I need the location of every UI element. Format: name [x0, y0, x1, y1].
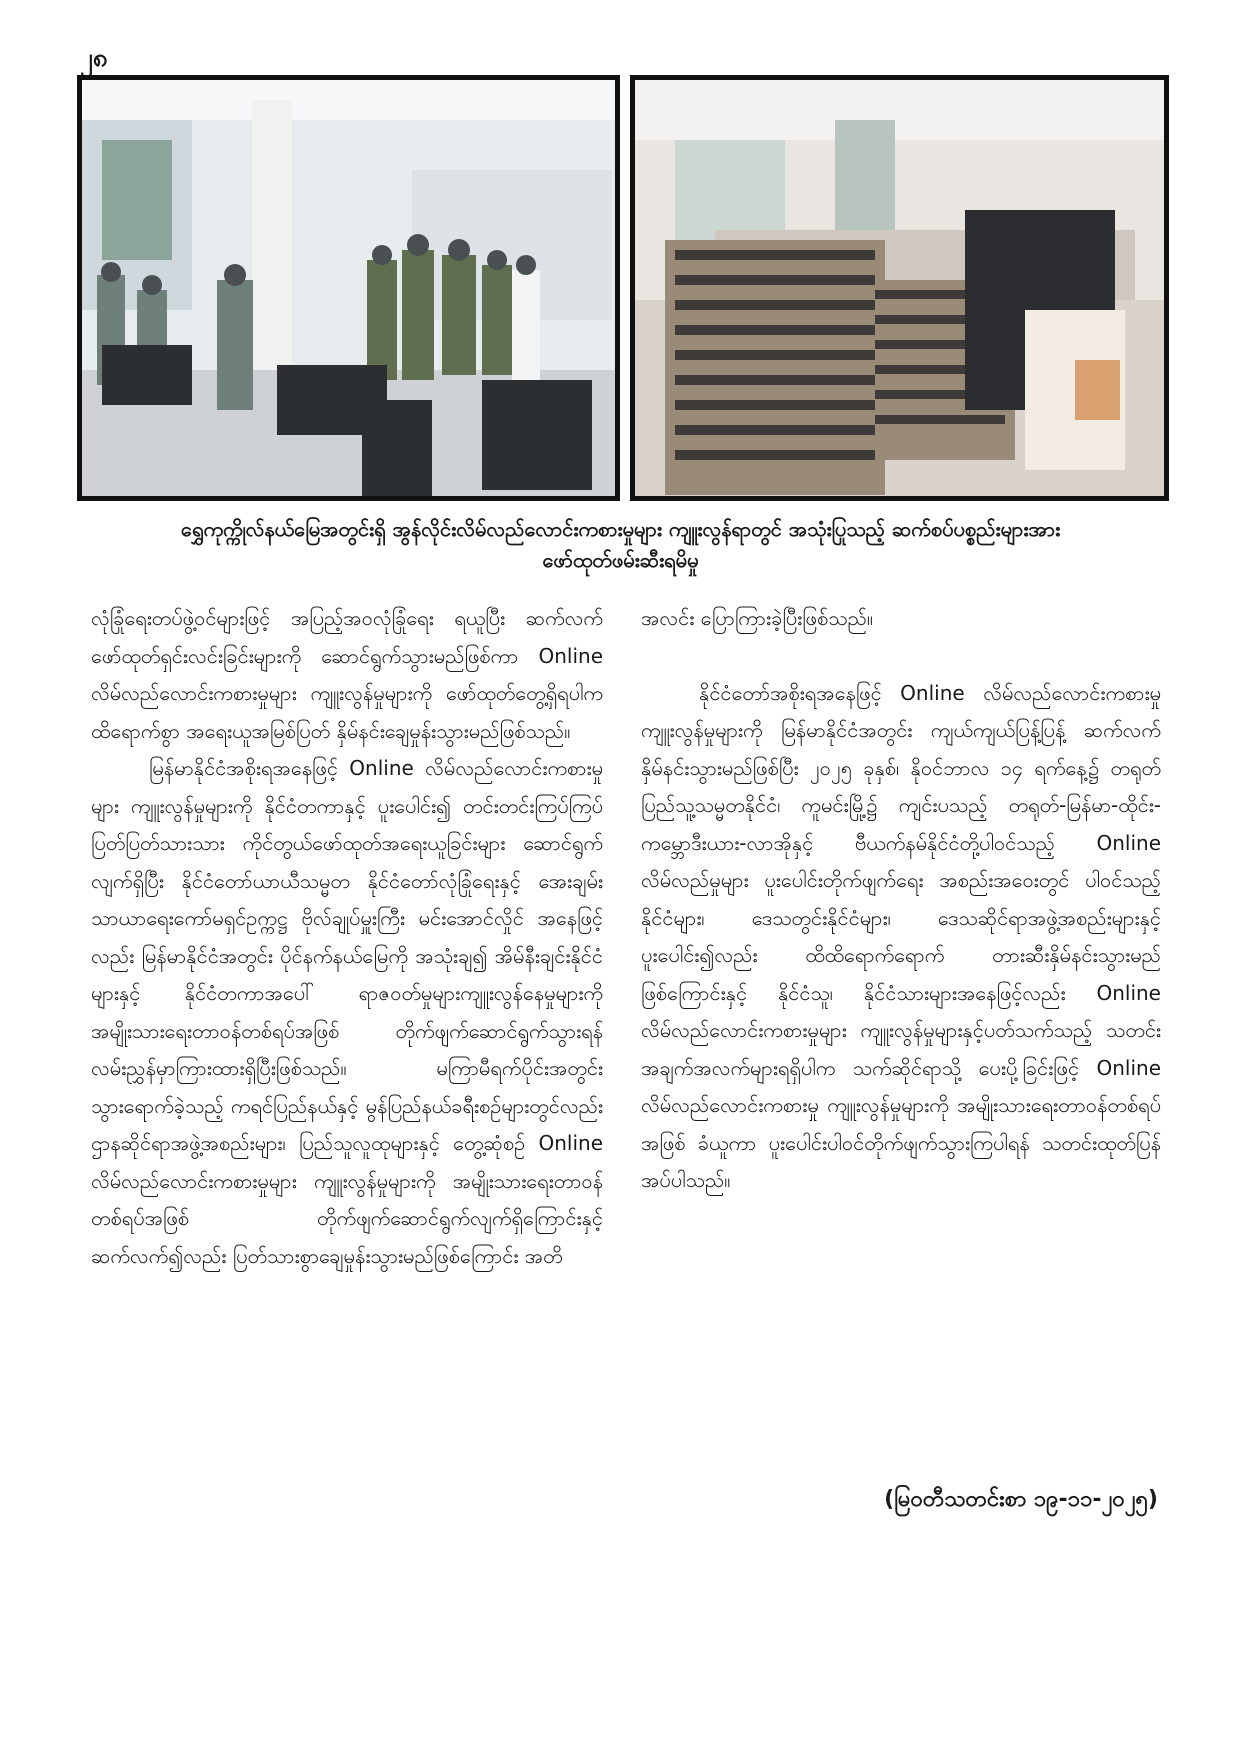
caption-line-1: ရွှေကုက္ကိုလ်နယ်မြေအတွင်းရှိ အွန်လိုင်းလိမ်လည်လောင်းကစားမှုများ ကျူးလွန်ရာတွင် အသုံးပြုသည့် ဆက်စပ်ပစ္စည်းများအား — [180, 517, 1061, 541]
left-paragraph-1: လုံခြုံရေးတပ်ဖွဲ့ဝင်များဖြင့် အပြည့်အဝလုံခြုံရေး ရယူပြီး ဆက်လက်ဖော်ထုတ်ရှင်းလင်းခြင်းများကို ဆောင်ရွက်သွားမည်ဖြစ်ကာ Online လိမ်လည်လောင်းကစားမှုများ ကျူးလွန်မှုများကို ဖော်ထုတ်တွေ့ရှိရပါက ထိရောက်စွာ အရေးယူအမြစ်ပြတ် နှိမ်နင်းချေမှုန်းသွားမည်ဖြစ်သည်။ — [91, 606, 603, 743]
left-paragraph-2: မြန်မာနိုင်ငံအစိုးရအနေဖြင့် Online လိမ်လည်လောင်းကစားမှုများ ကျူးလွန်မှုများကို နိုင်ငံတကာနှင့် ပူးပေါင်း၍ တင်းတင်းကြပ်ကြပ် ပြတ်ပြတ်သားသား ကိုင်တွယ်ဖော်ထုတ်အရေးယူခြင်းများ ဆောင်ရွက်လျက်ရှိပြီး နိုင်ငံတော်ယာယီသမ္မတ နိုင်ငံတော်လုံခြုံရေးနှင့် အေးချမ်းသာယာရေးကော်မရှင်ဥက္ကဋ္ဌ ဗိုလ်ချုပ်မှူးကြီး မင်းအောင်လှိုင် အနေဖြင့်လည်း မြန်မာနိုင်ငံအတွင်း ပိုင်နက်နယ်မြေကို အသုံးချ၍ အိမ်နီးချင်းနိုင်ငံများနှင့် နိုင်ငံတကာအပေါ် ရာဇဝတ်မှုများကျူးလွန်နေမှုများကို အမျိုးသားရေးတာဝန်တစ်ရပ်အဖြစ် တိုက်ဖျက်ဆောင်ရွက်သွားရန် လမ်းညွှန်မှာကြားထားရှိပြီးဖြစ်သည်။ မကြာမီရက်ပိုင်းအတွင်း သွားရောက်ခဲ့သည့် ကရင်ပြည်နယ်နှင့် မွန်ပြည်နယ်ခရီးစဉ်များတွင်လည်း ဌာနဆိုင်ရာအဖွဲ့အစည်းများ၊ ပြည်သူလူထုများနှင့် တွေ့ဆုံစဉ် Online လိမ်လည်လောင်းကစားမှုများ ကျူးလွန်မှုများကို အမျိုးသားရေးတာဝန်တစ်ရပ်အဖြစ် တိုက်ဖျက်ဆောင်ရွက်လျက်ရှိကြောင်းနှင့် ဆက်လက်၍လည်း ပြတ်သားစွာချေမှုန်းသွားမည်ဖြစ်ကြောင်း အတိ — [91, 756, 603, 1268]
right-column — [641, 600, 1161, 1200]
officials-inspecting-office-photo — [77, 75, 620, 501]
right-paragraph-1: အလင်း ပြောကြားခဲ့ပြီးဖြစ်သည်။ — [641, 606, 873, 630]
right-paragraph-2: နိုင်ငံတော်အစိုးရအနေဖြင့် Online လိမ်လည်လောင်းကစားမှုကျူးလွန်မှုများကို မြန်မာနိုင်ငံအတွင်း ကျယ်ကျယ်ပြန့်ပြန့် ဆက်လက်နှိမ်နင်းသွားမည်ဖြစ်ပြီး ၂၀၂၅ ခုနှစ်၊ နိုဝင်ဘာလ ၁၄ ရက်နေ့၌ တရုတ်ပြည်သူ့သမ္မတနိုင်ငံ၊ ကူမင်းမြို့၌ ကျင်းပသည့် တရုတ်-မြန်မာ-ထိုင်း-ကမ္ဘောဒီးယား-လာအိုနှင့် ဗီယက်နမ်နိုင်ငံတို့ပါဝင်သည့် Online လိမ်လည်မှုများ ပူးပေါင်းတိုက်ဖျက်ရေး အစည်းအဝေးတွင် ပါဝင်သည့်နိုင်ငံများ၊ ဒေသတွင်းနိုင်ငံများ၊ ဒေသဆိုင်ရာအဖွဲ့အစည်းများနှင့် ပူးပေါင်း၍လည်း ထိထိရောက်ရောက် တားဆီးနှိမ်နင်းသွားမည်ဖြစ်ကြောင်းနှင့် နိုင်ငံသူ၊ နိုင်ငံသားများအနေဖြင့်လည်း Online လိမ်လည်လောင်းကစားမှုများ ကျူးလွန်မှုများနှင့်ပတ်သက်သည့် သတင်းအချက်အလက်များရရှိပါက သက်ဆိုင်ရာသို့ ပေးပို့ခြင်းဖြင့် Online လိမ်လည်လောင်းကစားမှု ကျူးလွန်မှုများကို အမျိုးသားရေးတာဝန်တစ်ရပ်အဖြစ် ခံယူကာ ပူးပေါင်းပါဝင်တိုက်ဖျက်သွားကြပါရန် သတင်းထုတ်ပြန်အပ်ပါသည်။ — [641, 680, 1161, 1192]
caption-line-2: ဖော်ထုတ်ဖမ်းဆီးရမိမှု — [542, 548, 699, 572]
page-number: ၂၈ — [80, 43, 108, 73]
photo-caption — [90, 514, 1151, 576]
seized-phones-on-desks-photo — [630, 75, 1169, 501]
left-column — [91, 600, 603, 1275]
source-citation: (မြဝတီသတင်းစာ ၁၉-၁၁-၂၀၂၅) — [884, 1487, 1158, 1512]
